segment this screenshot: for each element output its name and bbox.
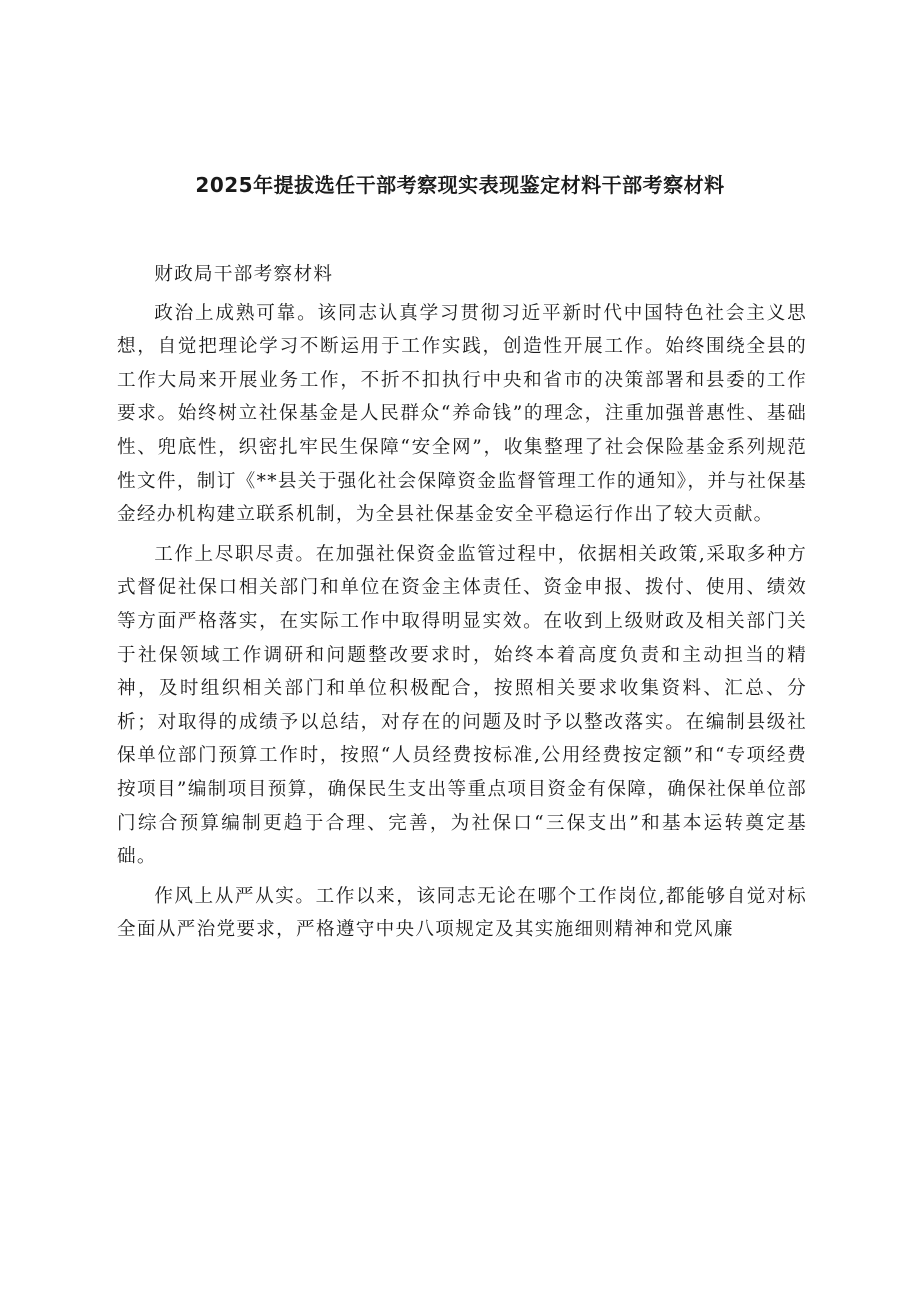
document-title: 2025年提拔选任干部考察现实表现鉴定材料干部考察材料	[195, 173, 725, 197]
paragraph-conduct: 作风上从严从实。工作以来，该同志无论在哪个工作岗位,都能够自觉对标全面从严治党要求，严格遵守中央八项规定及其实施细则精神和党风廉	[117, 885, 807, 941]
paragraph-work: 工作上尽职尽责。在加强社保资金监管过程中，依据相关政策,采取多种方式督促社保口相关部门和单位在资金主体责任、资金申报、拨付、使用、绩效等方面严格落实，在实际工作中取得明显实效。在收到上级财政及相关部门关于社保领域工作调研和问题整改要求时，始终本着高度负责和主动担当的精神，及时组织相关部门和单位积极配合，按照相关要求收集资料、汇总、分析；对取得的成绩予以总结，对存在的问题及时予以整改落实。在编制县级社保单位部门预算工作时，按照“人员经费按标准,公用经费按定额”和“专项经费按项目”编制项目预算，确保民生支出等重点项目资金有保障，确保社保单位部门综合预算编制更趋于合理、完善，为社保口“三保支出”和基本运转奠定基础。	[117, 543, 807, 868]
paragraph-political: 政治上成熟可靠。该同志认真学习贯彻习近平新时代中国特色社会主义思想，自觉把理论学习不断运用于工作实践，创造性开展工作。始终围绕全县的工作大局来开展业务工作，不折不扣执行中央和省市的决策部署和县委的工作要求。始终树立社保基金是人民群众“养命钱”的理念，注重加强普惠性、基础性、兜底性，织密扎牢民生保障“安全网”，收集整理了社会保险基金系列规范性文件，制订《**县关于强化社会保障资金监督管理工作的通知》，并与社保基金经办机构建立联系机制，为全县社保基金安全平稳运行作出了较大贡献。	[117, 302, 807, 526]
document-body	[117, 258, 807, 953]
document-subtitle: 财政局干部考察材料	[154, 264, 334, 285]
